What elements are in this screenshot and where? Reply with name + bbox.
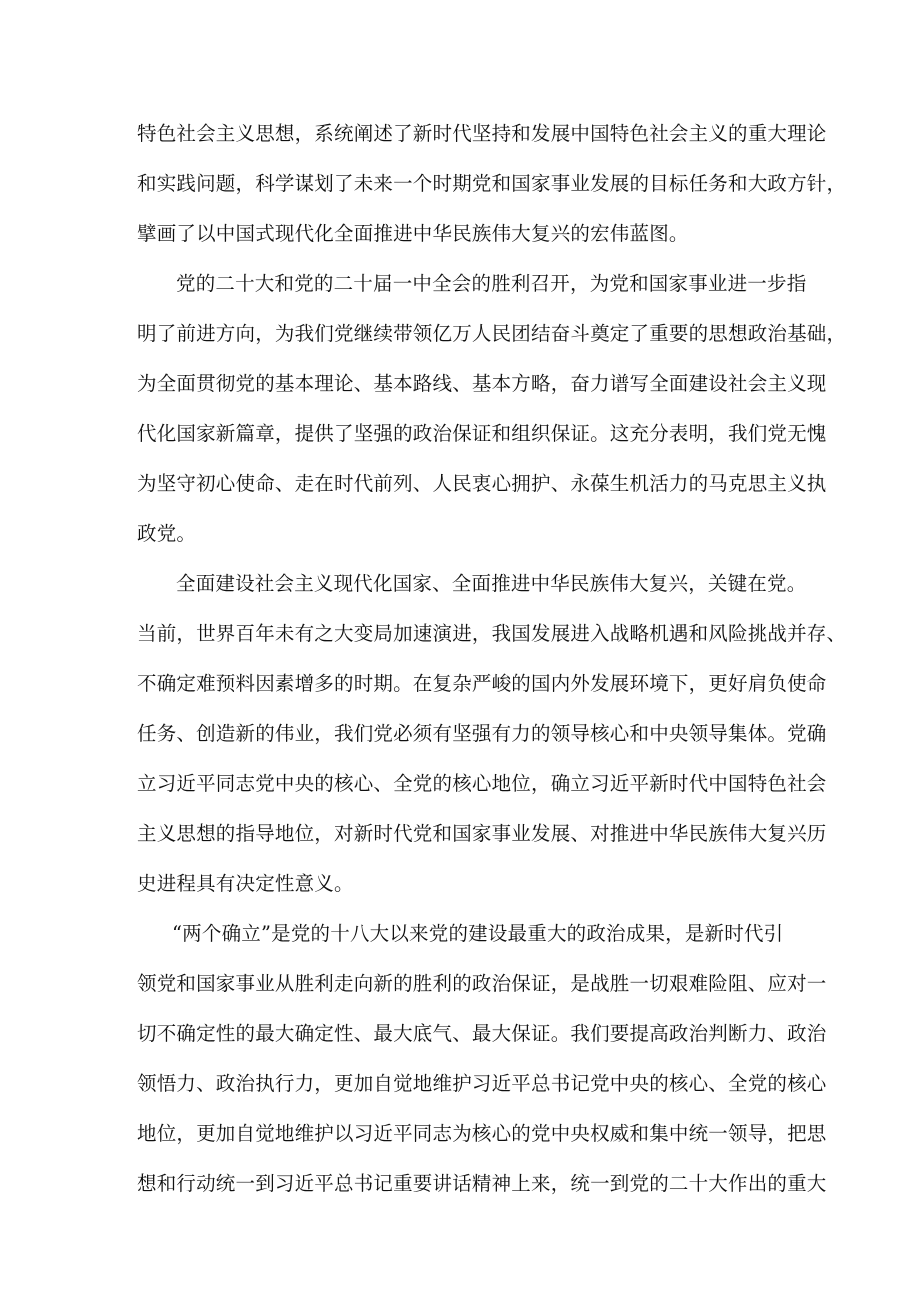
text-line: 当前，世界百年未有之大变局加速演进，我国发展进入战略机遇和风险挑战并存、: [137, 622, 847, 645]
text-line: 任务、创造新的伟业，我们党必须有坚强有力的领导核心和中央领导集体。党确: [137, 722, 827, 745]
text-line: 和实践问题，科学谋划了未来一个时期党和国家事业发展的目标任务和大政方针，: [137, 172, 847, 195]
text-line: 主义思想的指导地位，对新时代党和国家事业发展、对推进中华民族伟大复兴历: [137, 822, 827, 845]
text-line: 为坚守初心使命、走在时代前列、人民衷心拥护、永葆生机活力的马克思主义执: [137, 472, 827, 495]
text-line: 党的二十大和党的二十届一中全会的胜利召开，为党和国家事业进一步指: [176, 272, 807, 295]
text-line: 不确定难预料因素增多的时期。在复杂严峻的国内外发展环境下，更好肩负使命: [137, 672, 827, 695]
text-line: 明了前进方向，为我们党继续带领亿万人民团结奋斗奠定了重要的思想政治基础，: [137, 322, 847, 345]
text-line: 全面建设社会主义现代化国家、全面推进中华民族伟大复兴，关键在党。: [176, 572, 807, 595]
text-line: 政党。: [137, 522, 197, 545]
text-line: 领悟力、政治执行力，更加自觉地维护习近平总书记党中央的核心、全党的核心: [137, 1072, 827, 1095]
text-line: 特色社会主义思想，系统阐述了新时代坚持和发展中国特色社会主义的重大理论: [137, 122, 827, 145]
text-line: “两个确立”是党的十八大以来党的建设最重大的政治成果，是新时代引: [172, 922, 784, 945]
text-line: 领党和国家事业从胜利走向新的胜利的政治保证，是战胜一切艰难险阻、应对一: [137, 972, 827, 995]
text-line: 史进程具有决定性意义。: [137, 872, 354, 895]
text-line: 地位，更加自觉地维护以习近平同志为核心的党中央权威和集中统一领导，把思: [137, 1122, 827, 1145]
text-line: 想和行动统一到习近平总书记重要讲话精神上来，统一到党的二十大作出的重大: [137, 1172, 827, 1195]
text-line: 立习近平同志党中央的核心、全党的核心地位，确立习近平新时代中国特色社会: [137, 772, 827, 795]
text-line: 擘画了以中国式现代化全面推进中华民族伟大复兴的宏伟蓝图。: [137, 222, 689, 245]
text-line: 切不确定性的最大确定性、最大底气、最大保证。我们要提高政治判断力、政治: [137, 1022, 827, 1045]
text-line: 为全面贯彻党的基本理论、基本路线、基本方略，奋力谱写全面建设社会主义现: [137, 372, 827, 395]
text-line: 代化国家新篇章，提供了坚强的政治保证和组织保证。这充分表明，我们党无愧: [137, 422, 827, 445]
